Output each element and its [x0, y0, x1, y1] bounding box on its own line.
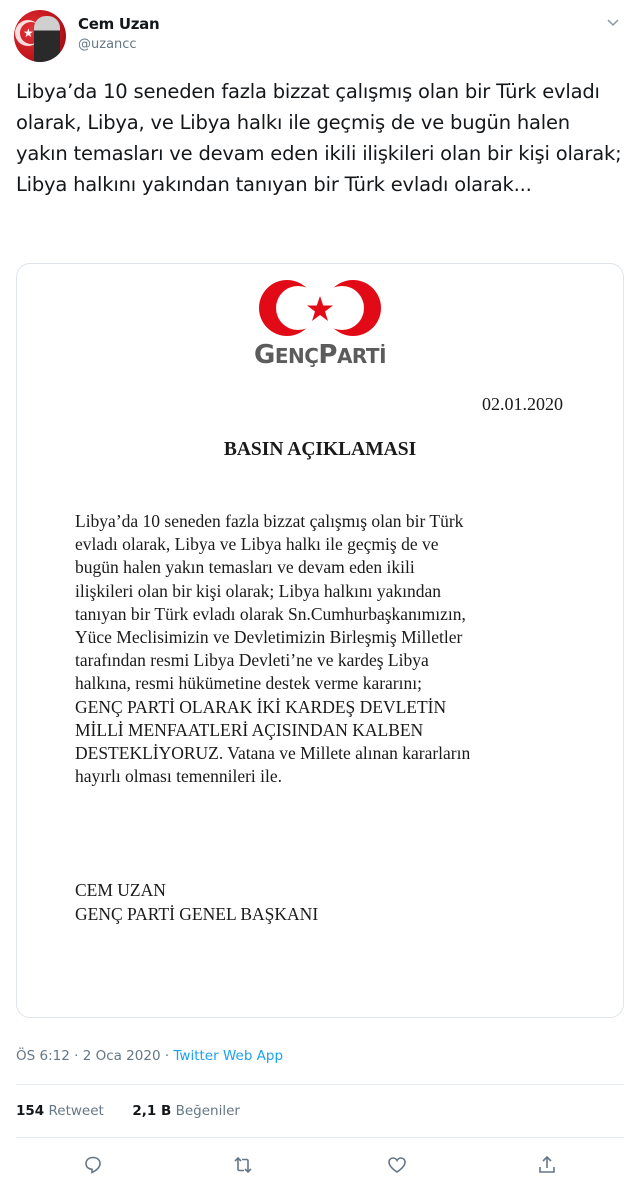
signature-title: GENÇ PARTİ GENEL BAŞKANI	[75, 904, 319, 924]
body-line: hayırlı olması temennileri ile.	[75, 766, 283, 787]
retweet-button[interactable]	[228, 1150, 258, 1180]
share-icon	[537, 1155, 557, 1175]
tweet-header	[0, 0, 640, 70]
reply-icon	[83, 1155, 103, 1175]
retweets-count: 154	[16, 1103, 45, 1119]
likes-label: Beğeniler	[175, 1103, 240, 1119]
tweet-date[interactable]: 2 Oca 2020	[82, 1048, 161, 1064]
genc-parti-logo	[245, 276, 395, 371]
body-line: tanıyan bir Türk evladı olarak Sn.Cumhurbaşkanımızın,	[75, 603, 466, 624]
reply-button[interactable]	[78, 1150, 108, 1180]
body-line: evladı olarak, Libya ve Libya halkı ile geçmiş de ve	[75, 534, 439, 555]
avatar[interactable]	[14, 10, 66, 62]
retweet-icon	[233, 1155, 253, 1175]
author-name[interactable]: Cem Uzan	[78, 15, 160, 33]
meta-separator: ·	[69, 1048, 83, 1064]
logo-letters: ARTİ	[336, 344, 387, 368]
logo-wordmark	[245, 340, 395, 370]
retweets-label: Retweet	[48, 1103, 104, 1119]
document-date: 02.01.2020	[482, 394, 563, 414]
attached-image[interactable]	[16, 263, 624, 1018]
author-handle[interactable]: @uzancc	[78, 37, 137, 52]
body-line: bugün halen yakın temasları ve devam eden ikili	[75, 557, 415, 578]
body-line: tarafından resmi Libya Devleti’ne ve kardeş Libya	[75, 650, 429, 671]
body-line: halkına, resmi hükümetine destek verme kararını;	[75, 673, 422, 694]
document-title: BASIN AÇIKLAMASI	[223, 439, 417, 460]
logo-letter: G	[253, 340, 275, 370]
tweet-text: Libya’da 10 seneden fazla bizzat çalışmış olan bir Türk evladı olarak, Libya, ve Libya halkı ile geçmiş de ve bugün halen yakın temasları ve devam eden ikili ilişkileri olan bir kişi olarak; Libya halkını yakından tanıyan bir Türk evladı olarak...	[16, 80, 622, 196]
body-line: Yüce Meclisimizin ve Devletimizin Birleşmiş Milletler	[75, 627, 463, 648]
crescent-star-icon	[245, 276, 395, 340]
meta-separator: ·	[160, 1048, 174, 1064]
body-line: Libya’da 10 seneden fazla bizzat çalışmış olan bir Türk	[75, 511, 464, 531]
likes-count: 2,1 B	[132, 1103, 172, 1119]
logo-letters: ENÇ	[274, 344, 319, 368]
divider	[16, 1137, 624, 1138]
body-line: DESTEKLİYORUZ. Vatana ve Millete alınan kararların	[75, 743, 471, 764]
like-icon	[387, 1155, 407, 1175]
body-line: ilişkileri olan bir kişi olarak; Libya halkını yakından	[75, 580, 441, 601]
chevron-down-icon[interactable]	[606, 16, 620, 30]
body-line: GENÇ PARTİ OLARAK İKİ KARDEŞ DEVLETİN	[75, 696, 447, 717]
tweet-source-link[interactable]: Twitter Web App	[173, 1048, 284, 1064]
document-body	[75, 510, 575, 788]
tweet-actions	[0, 1150, 640, 1184]
divider	[16, 1084, 624, 1085]
body-line: MİLLİ MENFAATLERİ AÇISINDAN KALBEN	[75, 719, 424, 740]
star-icon: ★	[23, 26, 34, 40]
logo-letter: P	[318, 340, 337, 370]
tweet-meta	[16, 1048, 283, 1064]
person-photo	[34, 16, 60, 62]
share-button[interactable]	[532, 1150, 562, 1180]
signature-name: CEM UZAN	[75, 880, 166, 900]
retweets-stat[interactable]	[16, 1103, 104, 1119]
tweet-time[interactable]: ÖS 6:12	[16, 1048, 70, 1064]
likes-stat[interactable]	[132, 1103, 240, 1119]
document-signature	[75, 878, 318, 926]
like-button[interactable]	[382, 1150, 412, 1180]
tweet-stats	[16, 1103, 240, 1119]
